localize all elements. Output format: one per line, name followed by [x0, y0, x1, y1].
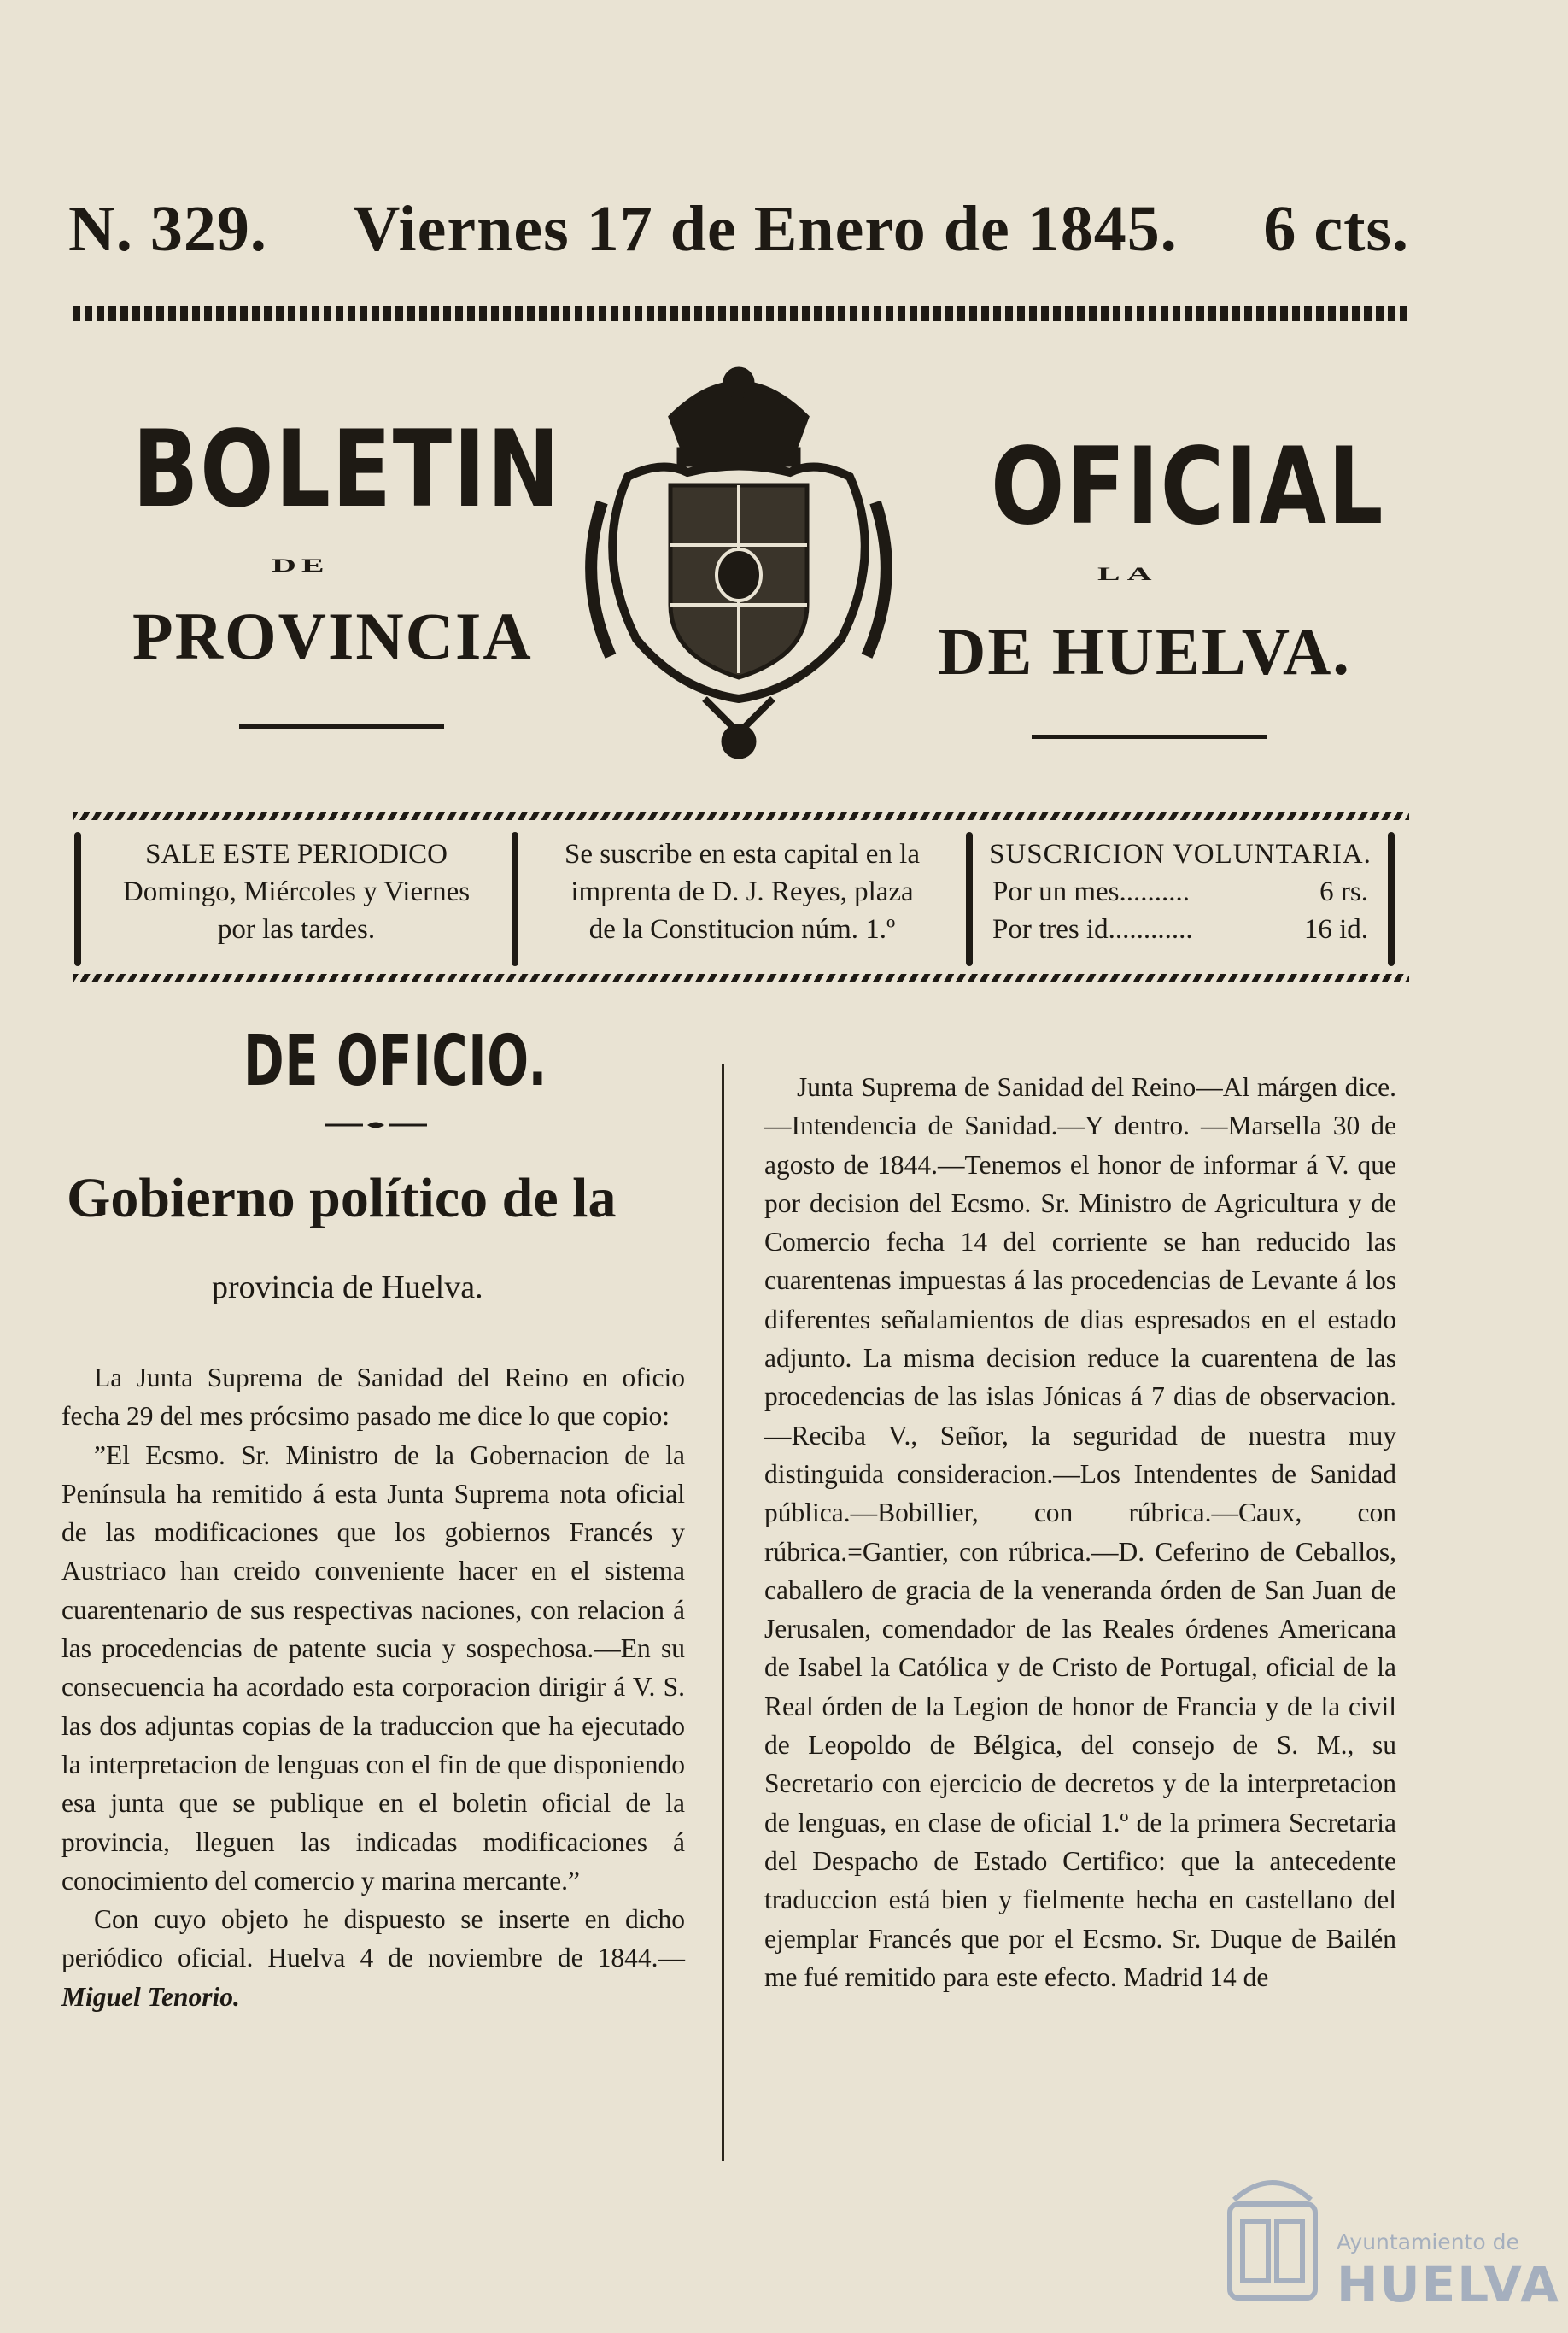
- publication-schedule: [87, 829, 506, 970]
- title-boletin: BOLETIN: [132, 408, 561, 531]
- bracket-ornament: [960, 829, 979, 970]
- schedule-line-1: SALE ESTE PERIODICO: [145, 839, 448, 870]
- title-oficial: OFICIAL: [991, 425, 1385, 548]
- subscription-prices: [979, 829, 1382, 970]
- bracket-ornament: [506, 829, 524, 970]
- title-underline-left: [239, 724, 444, 729]
- location-line-2: imprenta de D. J. Reyes, plaza: [570, 876, 914, 907]
- subscription-location: [524, 829, 960, 970]
- ornamental-rule-top: [73, 306, 1409, 321]
- bracket-ornament: [68, 829, 87, 970]
- article-heading: Gobierno político de la: [67, 1167, 617, 1229]
- section-heading: DE OFICIO.: [243, 1021, 548, 1102]
- article-subheading: provincia de Huelva.: [212, 1269, 483, 1305]
- issue-price: 6 cts.: [1263, 193, 1409, 265]
- schedule-line-2: Domingo, Miércoles y Viernes: [122, 876, 471, 907]
- subscription-box: [68, 829, 1401, 970]
- bracket-ornament: [1382, 829, 1401, 970]
- flourish-ornament-icon: [325, 1121, 427, 1129]
- column-divider: [722, 1064, 724, 2161]
- title-underline-right: [1032, 735, 1267, 739]
- price-row: Por un mes.......... 6 rs.: [992, 876, 1368, 907]
- left-paragraph-3: Con cuyo objeto he dispuesto se inserte en dicho periódico oficial. Huelva 4 de noviembre de 1844.—Miguel Tenorio.: [61, 1904, 685, 2012]
- title-de: DE: [272, 554, 330, 576]
- left-paragraph-2: ”El Ecsmo. Sr. Ministro de la Gobernacion de la Península ha remitido á esta Junta Suprema nota oficial de las modificaciones que los gobiernos Francés y Austriaco han creido conveniente hacer en el sistema cuarentenario de sus respectivas naciones, con relacion á las procedencias de patente sucia y sospechosa.—En su consecuencia ha acordado esta corporacion dirigir á V. S. las dos adjuntas copias de la traduccion que ha ejecutado la interpretacion de lenguas con el fin de que disponiendo esa junta que se publique en el boletin oficial de la provincia, lleguen las indicadas modificaciones á conocimiento del comercio y marina mercante.”: [61, 1439, 685, 1896]
- right-column-text: [764, 1068, 1396, 1996]
- city-crest-icon: [1217, 2166, 1328, 2311]
- left-paragraph-1: La Junta Suprema de Sanidad del Reino en oficio fecha 29 del mes prócsimo pasado me dice lo que copio:: [61, 1363, 685, 1432]
- schedule-line-3: por las tardes.: [217, 914, 376, 945]
- watermark-line-2: HUELVA: [1337, 2255, 1561, 2313]
- location-line-3: de la Constitucion núm. 1.º: [588, 914, 896, 945]
- masthead: [68, 192, 1409, 267]
- title-de-huelva: DE HUELVA.: [938, 614, 1351, 689]
- prices-header: SUSCRICION VOLUNTARIA.: [989, 839, 1372, 870]
- watermark-line-1: Ayuntamiento de: [1337, 2230, 1519, 2254]
- ornamental-rule-upper: [73, 812, 1409, 820]
- title-provincia: PROVINCIA: [132, 599, 533, 673]
- right-paragraph-1: Junta Suprema de Sanidad del Reino—Al márgen dice.—Intendencia de Sanidad.—Y dentro. —Marsella 30 de agosto de 1844.—Tenemos el honor de informar á V. que por decision del Ecsmo. Sr. Ministro de Agricultura y de Comercio fecha 14 del corriente se han reducido las cuarentenas impuestas á las procedencias de Levante á los diferentes señalamientos de dias espresados en el estado adjunto. La misma decision reduce la cuarentena de las procedencias de las islas Jónicas á 7 dias de observacion.—Reciba V., Señor, la seguridad de nuestra muy distinguida consideracion.—Los Intendentes de Sanidad pública.—Bobillier, con rúbrica.—Caux, con rúbrica.=Gantier, con rúbrica.—D. Ceferino de Ceballos, caballero de gracia de la veneranda órden de San Juan de Jerusalen, comendador de las Reales órdenes Americana de Isabel la Católica y de Cristo de Portugal, oficial de la Real órden de la Legion de honor de Francia y de la civil de Leopoldo de Bélgica, del consejo de S. M., su Secretario con ejercicio de decretos y de la interpretacion de lenguas, en clase de oficial 1.º de la primera Secretaria del Despacho de Estado Certifico: que la antecedente traduccion está bien y fielmente hecha en castellano del ejemplar Francés que por el Ecsmo. Sr. Duque de Bailén me fué remitido para este efecto. Madrid 14 de: [764, 1072, 1396, 1992]
- left-column-text: [61, 1358, 685, 2016]
- ornamental-rule-lower: [73, 974, 1409, 982]
- price-row: Por tres id............ 16 id.: [992, 914, 1368, 945]
- issue-date: Viernes 17 de Enero de 1845.: [353, 193, 1178, 265]
- title-la: LA: [1097, 563, 1159, 584]
- location-line-1: Se suscribe en esta capital en la: [565, 839, 920, 870]
- signature: Miguel Tenorio.: [61, 1981, 240, 2012]
- archive-watermark: [1217, 2153, 1561, 2315]
- royal-coat-of-arms-icon: [576, 357, 901, 767]
- issue-number: N. 329.: [68, 193, 267, 265]
